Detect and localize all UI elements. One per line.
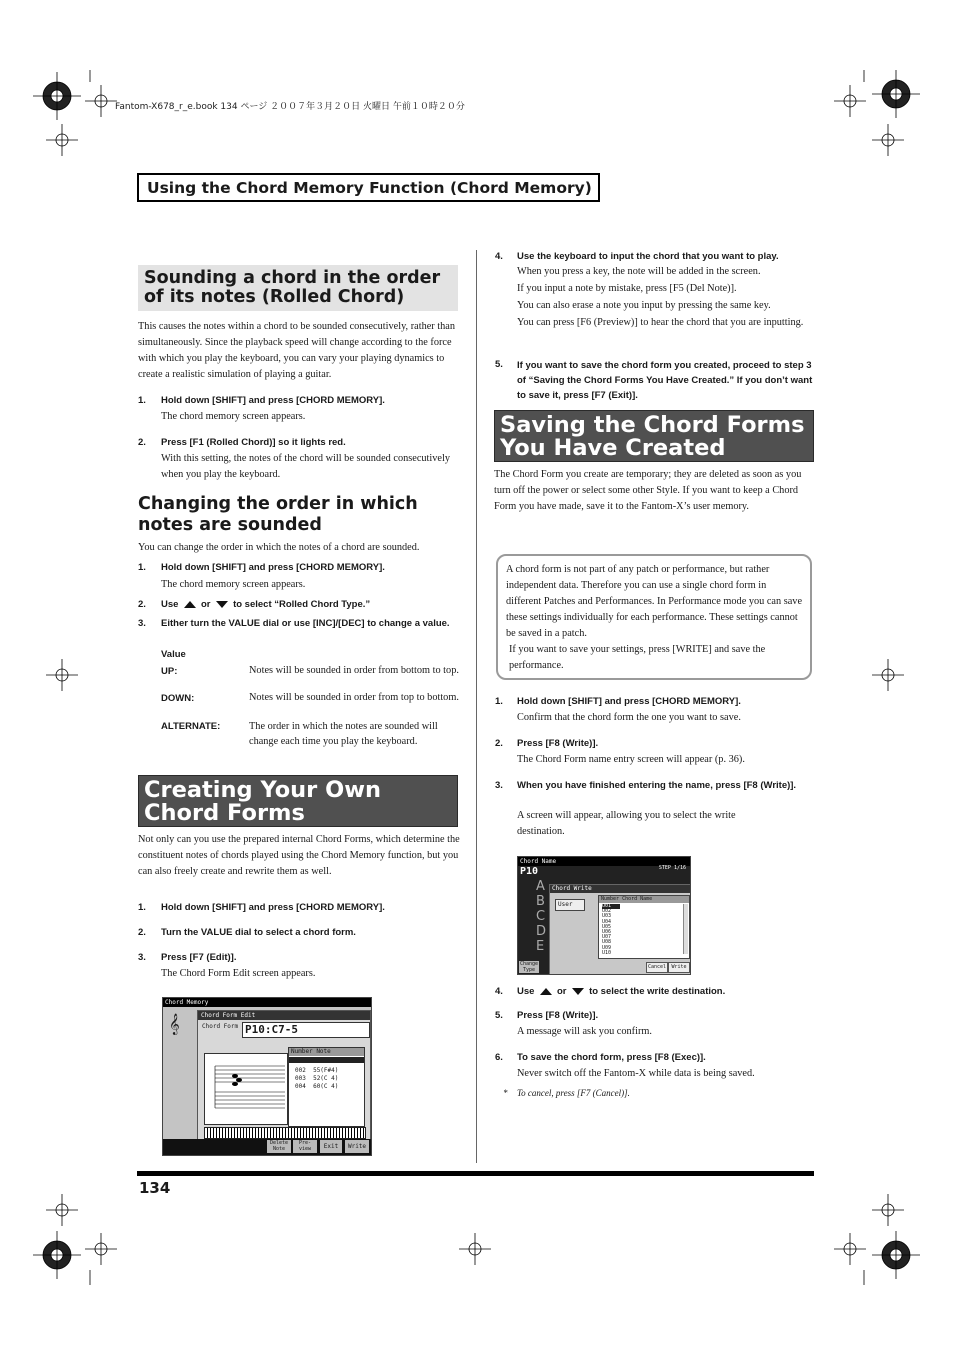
creating-intro: Not only can you use the prepared internal Chord Forms, which determine the constituent notes of chords played using the Chord Memory function, but you can also freely create and rewrite them as well. [138, 834, 460, 877]
step-sub: If you input a note by mistake, press [F5 (Del Note)]. [517, 283, 737, 294]
list-item[interactable]: U03 [602, 913, 612, 920]
info-text: A chord form is not part of any patch or performance, but rather independent data. Therefore you can use a single chord form in different Patches and Performances. In Performance mode you can save these settings individually for each performance. These settings cannot be saved in a patch. [506, 564, 803, 639]
cancel-note: To cancel, press [F7 (Cancel)]. [517, 1088, 630, 1098]
value-name: UP: [161, 666, 178, 677]
delete-note-button[interactable]: Delete Note [267, 1140, 291, 1153]
order-intro: You can change the order in which the notes of a chord are sounded. [138, 542, 420, 553]
step-text: Press [F7 (Edit)]. [161, 952, 237, 963]
step-text: Press [F1 (Rolled Chord)] so it lights red. [161, 437, 346, 448]
value-desc: Notes will be sounded in order from top to bottom. [249, 692, 459, 703]
page-number: 134 [139, 1179, 171, 1197]
step-text: To save the chord form, press [F8 (Exec)]. [517, 1052, 706, 1063]
value-name: ALTERNATE: [161, 721, 221, 732]
step-sub: Never switch off the Fantom-X while data is being saved. [517, 1068, 755, 1079]
step-number: 6. [495, 1052, 503, 1063]
chord-form-label: Chord Form [202, 1023, 239, 1030]
list-item[interactable]: U08 [602, 939, 612, 946]
note-list [288, 1047, 365, 1127]
list-item[interactable]: U09 [602, 944, 612, 951]
info-box [496, 554, 812, 680]
list-rows [602, 904, 620, 956]
column-divider [476, 250, 477, 1163]
step-text: Hold down [SHIFT] and press [CHORD MEMORY]. [517, 696, 741, 707]
selected-row[interactable] [289, 1057, 364, 1063]
list-header: Number Chord Name [599, 896, 689, 903]
exit-button[interactable]: Exit [320, 1140, 342, 1153]
dialog-title: Chord Write [550, 885, 691, 893]
chord-write-dialog [549, 884, 691, 975]
step-number: 1. [138, 395, 146, 406]
footer-rule [137, 1171, 814, 1176]
step-number: 1. [138, 562, 146, 573]
user-field[interactable]: User [555, 899, 585, 911]
info-text-2: If you want to save your settings, press [WRITE] and save the performance. [509, 644, 766, 671]
step-indicator: STEP 1/16 [658, 865, 686, 871]
note-asterisk: * [503, 1088, 508, 1098]
step-sub: A message will ask you confirm. [517, 1026, 652, 1037]
step-number: 5. [495, 1010, 503, 1021]
step-text: Press [F8 (Write)]. [517, 1010, 599, 1021]
step-text: Use or to select “Rolled Chord Type.” [161, 599, 371, 610]
write-button[interactable]: Write [345, 1140, 369, 1153]
step-number: 2. [495, 738, 503, 749]
chord-write-screen [517, 856, 691, 975]
book-header: Fantom-X678_r_e.book 134 ページ ２００７年３月２０日 火曜日 午前１０時２０分 [115, 102, 465, 112]
step-number: 1. [138, 902, 146, 913]
keyboard-strip [204, 1127, 366, 1139]
list-header: Number Note [289, 1048, 364, 1056]
step-number: 2. [138, 927, 146, 938]
step-text: Use or to select the write destination. [517, 986, 726, 997]
step-sub: When you press a key, the note will be added in the screen. [517, 266, 761, 277]
step-text: Hold down [SHIFT] and press [CHORD MEMORY]. [161, 902, 385, 913]
step-sub: The chord memory screen appears. [161, 411, 306, 422]
step-sub: The Chord Form Edit screen appears. [161, 968, 316, 979]
list-item[interactable]: U04 [602, 918, 612, 925]
saving-heading: Saving the Chord Forms You Have Created [494, 410, 814, 462]
step-text: Press [F8 (Write)]. [517, 738, 599, 749]
up-arrow-icon [540, 988, 552, 995]
step-sub: You can also erase a note you input by pressing the same key. [517, 300, 771, 311]
step-number: 3. [138, 952, 146, 963]
up-arrow-icon [184, 601, 196, 608]
rolled-heading: Sounding a chord in the order of its notes (Rolled Chord) [138, 265, 458, 311]
saving-intro: The Chord Form you create are temporary; they are deleted as soon as you turn off the power or select some other Style. If you want to keep a Chord Form you have made, save it to the Fantom-X’s user memory. [494, 469, 802, 512]
down-arrow-icon [216, 601, 228, 608]
step-sub: With this setting, the notes of the chord will be sounded consecutively when you play the keyboard. [161, 453, 450, 480]
cancel-button[interactable]: Cancel [646, 962, 668, 973]
screen-title: Chord Name [518, 857, 690, 866]
step-number: 5. [495, 359, 503, 370]
step-number: 2. [138, 599, 146, 610]
list-item[interactable]: U10 [602, 949, 612, 956]
list-item[interactable]: U01 [602, 904, 620, 909]
step-sub: The Chord Form name entry screen will appear (p. 36). [517, 754, 745, 765]
list-item[interactable]: U05 [602, 923, 612, 930]
step-number: 3. [138, 618, 146, 629]
value-label: Value [161, 649, 186, 660]
chord-form-field[interactable]: P10:C7-5 [242, 1022, 370, 1038]
list-item[interactable]: 003 52(C 4) [295, 1075, 339, 1082]
step-number: 4. [495, 251, 503, 262]
write-list [598, 895, 690, 959]
list-scrollbar[interactable] [683, 904, 688, 954]
treble-clef-icon: 𝄞 [169, 1014, 180, 1035]
step-text: Use the keyboard to input the chord that you want to play. [517, 251, 779, 262]
step-sub: A screen will appear, allowing you to select the write destination. [517, 810, 736, 837]
down-arrow-icon [572, 988, 584, 995]
step-number: 4. [495, 986, 503, 997]
step-text: Either turn the VALUE dial or use [INC]/[DEC] to change a value. [161, 618, 450, 629]
value-desc: The order in which the notes are sounded will change each time you play the keyboard. [249, 721, 438, 747]
step-text: Hold down [SHIFT] and press [CHORD MEMORY]. [161, 395, 385, 406]
grand-staff-icon [205, 1054, 287, 1124]
list-item[interactable]: 002 55(F#4) [295, 1067, 339, 1074]
list-item[interactable]: U02 [602, 908, 612, 915]
order-heading: Changing the order in which notes are sounded [138, 494, 418, 535]
chapter-title: Using the Chord Memory Function (Chord Memory) [137, 173, 600, 202]
chord-form-edit-screen [162, 997, 372, 1156]
edit-window [197, 1010, 371, 1142]
step-sub: The chord memory screen appears. [161, 579, 306, 590]
rolled-intro: This causes the notes within a chord to be sounded consecutively, rather than simultaneously. Since the playback speed will change according to the force with which you play the keyboard, you can vary your playing dynamics to create a realistic simulation of playing a guitar. [138, 321, 456, 380]
write-button[interactable]: Write [668, 962, 690, 973]
step-text: When you have finished entering the name, press [F8 (Write)]. [517, 780, 797, 791]
staff-area [204, 1053, 288, 1125]
step-number: 3. [495, 780, 503, 791]
background-letters: A B C D E [536, 879, 547, 954]
step-sub: Confirm that the chord form the one you want to save. [517, 712, 741, 723]
step-sub: You can press [F6 (Preview)] to hear the chord that you are inputting. [517, 317, 804, 328]
list-item[interactable]: U06 [602, 929, 612, 936]
screen-title: Chord Memory [163, 998, 371, 1007]
preview-button[interactable]: Pre- view [293, 1140, 317, 1153]
value-name: DOWN: [161, 693, 195, 704]
list-item[interactable]: 004 60(C 4) [295, 1083, 339, 1090]
value-desc: Notes will be sounded in order from bottom to top. [249, 665, 459, 676]
step-number: 1. [495, 696, 503, 707]
change-type-button[interactable]: Change Type [519, 961, 539, 973]
step-text: If you want to save the chord form you created, proceed to step 3 of “Saving the Chord Forms You Have Created.” If you don’t want to save it, press [F7 (Exit)]. [517, 360, 813, 401]
step-text: Hold down [SHIFT] and press [CHORD MEMORY]. [161, 562, 385, 573]
patch-label: P10 [520, 866, 539, 877]
window-title: Chord Form Edit [198, 1011, 370, 1020]
step-text: Turn the VALUE dial to select a chord form. [161, 927, 356, 938]
creating-heading: Creating Your Own Chord Forms [138, 775, 458, 827]
list-item[interactable]: U07 [602, 934, 612, 941]
step-number: 2. [138, 437, 146, 448]
